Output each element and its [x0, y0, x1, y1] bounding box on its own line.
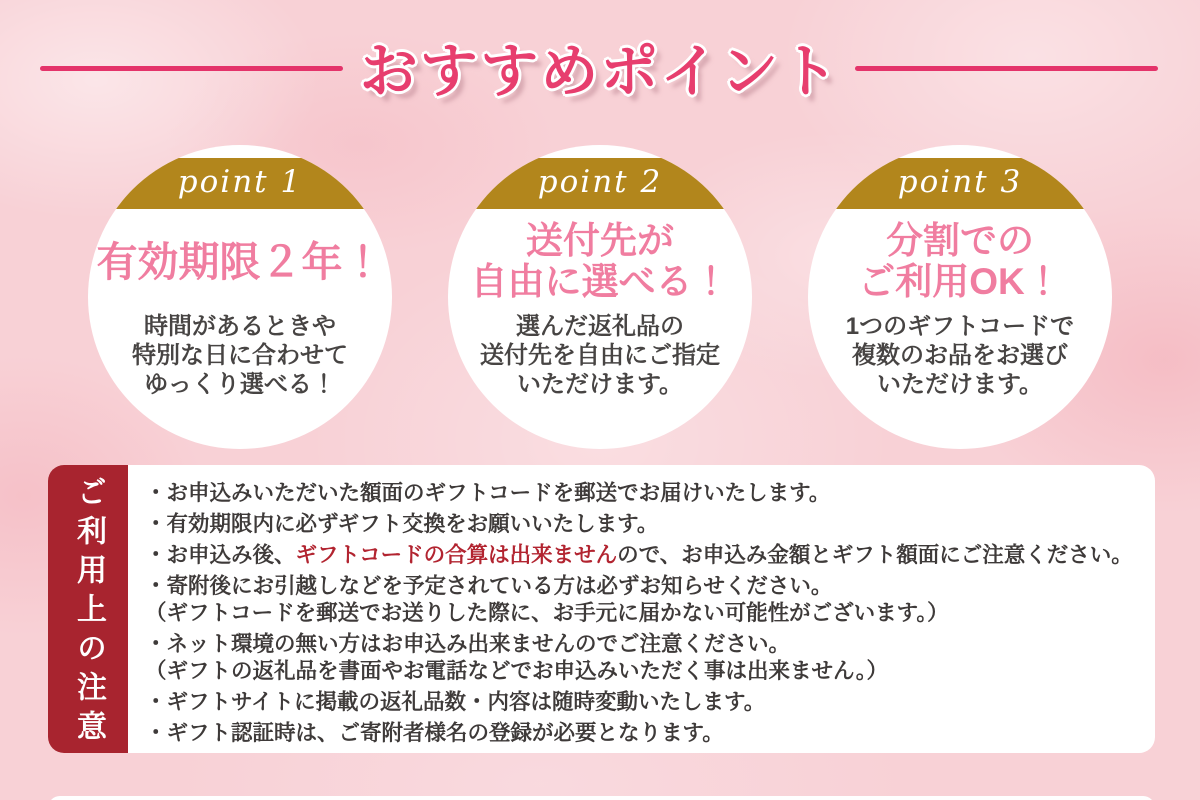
point-heading-line: 分割での: [886, 220, 1034, 261]
notice-panel: [48, 465, 1155, 753]
notice-item: [145, 690, 1147, 714]
notice-side-label-text: ご利用上の注意: [72, 475, 105, 749]
notice-subitem: [145, 601, 1147, 625]
point-heading-2: [448, 220, 752, 302]
point-heading-3: [808, 220, 1112, 302]
notice-item-text: ・お申込み後、: [145, 543, 296, 567]
point-badge-label: point 2: [537, 164, 663, 200]
notice-item-text: ・ギフトサイトに掲載の返礼品数・内容は随時変動いたします。: [145, 690, 766, 714]
point-heading-line: ご利用OK！: [858, 261, 1062, 302]
notice-item-text: （ギフトの返礼品を書面やお電話などでお申込みいただく事は出来ません。）: [145, 659, 889, 683]
description-line: 選んだ返礼品の: [516, 313, 684, 340]
point-badge-3: [808, 158, 1112, 209]
description-line: いただけます。: [876, 371, 1044, 398]
description-line: いただけます。: [516, 371, 684, 398]
notice-side-label: [48, 465, 128, 753]
point-description-3: [808, 312, 1112, 399]
description-line: 複数のお品をお選び: [852, 342, 1068, 369]
point-heading-line: 自由に選べる！: [470, 261, 730, 302]
notice-item: [145, 632, 1147, 656]
notice-subitem: [145, 659, 1147, 683]
point-heading-line: 送付先が: [526, 220, 674, 261]
notice-item-text: ・ネット環境の無い方はお申込み出来ませんのでご注意ください。: [145, 632, 791, 656]
notice-item-text: ・寄附後にお引越しなどを予定されている方は必ずお知らせください。: [145, 574, 833, 598]
notice-item-text: （ギフトコードを郵送でお送りした際に、お手元に届かない可能性がございます。）: [145, 601, 949, 625]
description-line: ゆっくり選べる！: [144, 371, 336, 398]
point-badge-label: point 3: [897, 164, 1023, 200]
point-badge-label: point 1: [177, 164, 303, 200]
page-title: おすすめポイント: [359, 39, 841, 104]
title-rule-right: [855, 66, 1158, 71]
notice-item: [145, 574, 1147, 598]
point-card-3: [808, 145, 1112, 449]
point-description-1: [88, 312, 392, 399]
notice-item-text: ・有効期限内に必ずギフト交換をお願いいたします。: [145, 512, 659, 536]
description-line: 1つのギフトコードで: [845, 313, 1075, 340]
notice-item: [145, 721, 1147, 745]
notice-list: [145, 481, 1147, 745]
point-heading-1: [88, 240, 392, 285]
notice-item: [145, 481, 1147, 505]
description-line: 送付先を自由にご指定: [480, 342, 720, 369]
next-section-peek: [48, 796, 1155, 800]
notice-item-text: ・ギフト認証時は、ご寄附者様名の登録が必要となります。: [145, 721, 724, 745]
point-description-2: [448, 312, 752, 399]
notice-item: [145, 512, 1147, 536]
notice-item: [145, 543, 1147, 567]
point-card-2: [448, 145, 752, 449]
point-card-1: [88, 145, 392, 449]
description-line: 特別な日に合わせて: [132, 342, 348, 369]
notice-item-text: ・お申込みいただいた額面のギフトコードを郵送でお届けいたします。: [145, 481, 831, 505]
notice-emphasis-text: ギフトコードの合算は出来ません: [295, 543, 618, 567]
description-line: 時間があるときや: [144, 313, 336, 340]
point-heading-line: 有効期限２年！: [96, 239, 384, 285]
point-badge-1: [88, 158, 392, 209]
point-badge-2: [448, 158, 752, 209]
notice-item-text: ので、お申込み金額とギフト額面にご注意ください。: [617, 543, 1133, 567]
